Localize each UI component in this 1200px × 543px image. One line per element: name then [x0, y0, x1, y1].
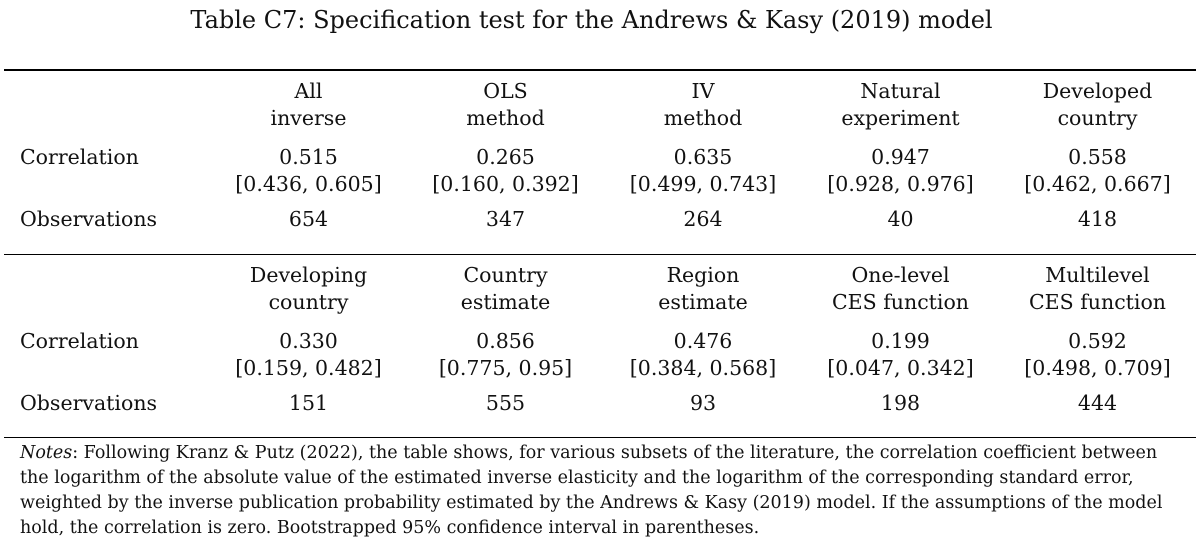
observations-cell: 418 [1077, 207, 1118, 231]
table-title: Table C7: Specification test for the Andrews & Kasy (2019) model [190, 6, 993, 34]
correlation-cell: 0.558 [0.462, 0.667] [1024, 145, 1171, 196]
observations-cell: 93 [689, 391, 717, 415]
observations-cell: 151 [288, 391, 329, 415]
panel-divider [4, 254, 1196, 255]
correlation-cell: 0.265 [0.160, 0.392] [432, 145, 579, 196]
row-label-correlation: Correlation [20, 145, 139, 169]
observations-cell: 444 [1077, 391, 1118, 415]
header-empty-cell [10, 262, 210, 319]
column-header: Natural experiment [841, 79, 960, 130]
observations-cell: 40 [887, 207, 914, 231]
header-empty-cell [10, 78, 210, 135]
row-label-correlation: Correlation [20, 329, 139, 353]
column-header: All inverse [270, 79, 347, 130]
table-notes [20, 441, 1190, 541]
observations-row [10, 207, 1196, 239]
column-header: Developed country [1042, 79, 1153, 130]
correlation-row [10, 328, 1196, 391]
column-header: Country estimate [460, 263, 551, 314]
observations-cell: 555 [485, 391, 526, 415]
results-table-panel-2 [10, 262, 1196, 423]
column-header: Region estimate [658, 263, 748, 314]
observations-cell: 198 [880, 391, 921, 415]
correlation-cell: 0.592 [0.498, 0.709] [1024, 329, 1171, 380]
column-header: OLS method [466, 79, 545, 130]
correlation-cell: 0.330 [0.159, 0.482] [235, 329, 382, 380]
correlation-cell: 0.515 [0.436, 0.605] [235, 145, 382, 196]
column-header: Developing country [249, 263, 368, 314]
header-row [10, 78, 1196, 135]
observations-row [10, 391, 1196, 423]
results-table-panel-1 [10, 78, 1196, 239]
correlation-cell: 0.947 [0.928, 0.976] [827, 145, 974, 196]
correlation-cell: 0.856 [0.775, 0.95] [438, 329, 573, 380]
row-label-observations: Observations [20, 391, 158, 415]
correlation-cell: 0.476 [0.384, 0.568] [629, 329, 777, 380]
correlation-row [10, 144, 1196, 207]
correlation-cell: 0.635 [0.499, 0.743] [629, 145, 777, 196]
correlation-cell: 0.199 [0.047, 0.342] [827, 329, 974, 380]
observations-cell: 264 [683, 207, 723, 231]
bottom-rule [4, 437, 1196, 438]
observations-cell: 347 [485, 207, 526, 231]
top-rule [4, 69, 1196, 71]
row-label-observations: Observations [20, 207, 158, 231]
column-header: One-level CES function [831, 263, 970, 314]
column-header: IV method [663, 79, 743, 130]
header-row [10, 262, 1196, 319]
column-header: Multilevel CES function [1028, 263, 1167, 314]
notes-text: : Following Kranz & Putz (2022), the table shows, for various subsets of the literature, the correlation coefficient between the logarithm of the absolute value of the estimated inverse elasticity and the logarithm of the corresponding standard error, weighted by the inverse publication probability estimated by the Andrews & Kasy (2019) model. If the assumptions of the model hold, the correlation is zero. Bootstrapped 95% confidence interval in parentheses. [20, 443, 1163, 538]
notes-label: Notes [20, 443, 73, 463]
observations-cell: 654 [288, 207, 329, 231]
